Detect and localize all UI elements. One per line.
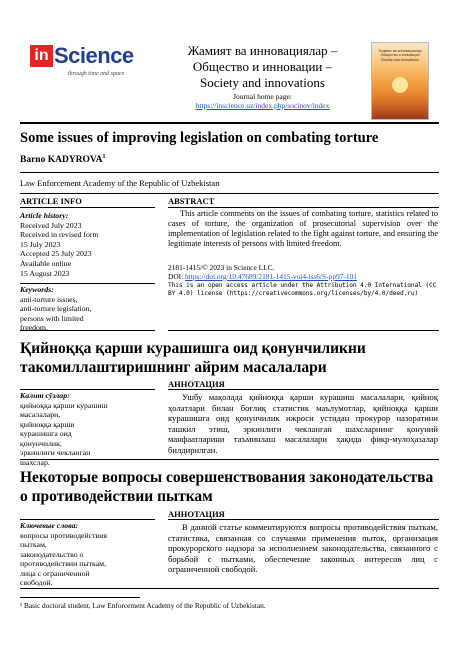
- abstract-en: [168, 209, 438, 249]
- annotation-ru-heading: АННОТАЦИЯ: [168, 509, 225, 519]
- abstract-heading-rule: [168, 207, 439, 208]
- keyword-ru-item: противодействии пыткам,: [20, 559, 107, 568]
- journal-title-uz: Жамият ва инновациялар –: [187, 43, 338, 58]
- annotation-uz-rule: [168, 389, 439, 390]
- abstract-bottom-rule: [168, 330, 439, 331]
- history-item: 15 July 2023: [20, 239, 61, 249]
- article-title-ru: Некоторые вопросы совершенствования законодательства о противодействии пыткам: [20, 469, 434, 505]
- article-title-uz: Қийноққа қарши курашишга оид қонунчиликни такомиллаштиришнинг айрим масалалари: [20, 340, 366, 376]
- history-item: Received July 2023: [20, 220, 82, 230]
- abstract-uz-text: Ушбу мақолада қийноққа қарши курашиш масалалари, қийноқ ҳолатлари билан боғлиқ статистик маълумотлар, қийноққа қарши курашишга оид қонунчилик ижроси устидан прокурор назоратини ташкил этиш, эркинлиги чекланган шахсларнинг қонуний манфаатларини таъминлаш масалалари ҳақида фикр-мулоҳазалар билдирилган.: [168, 392, 438, 455]
- journal-homepage-link[interactable]: https://inscience.uz/index.php/socinov/index: [195, 101, 330, 110]
- keyword-item: persons with limited: [20, 313, 84, 323]
- cover-title: Жамият ва инновациялар Общество и инновации Society and innovations: [378, 49, 422, 62]
- journal-title-ru: Общество и инновации –: [192, 59, 333, 74]
- keywords-uz-rule: [20, 389, 155, 390]
- author-line: [20, 154, 105, 165]
- affiliation-divider: [20, 193, 439, 194]
- keyword-uz-item: эркинлиги чекланган: [20, 448, 91, 457]
- keyword-item: freedom.: [20, 323, 48, 333]
- doi-label: DOI:: [168, 271, 186, 281]
- annotation-uz-heading: АННОТАЦИЯ: [168, 379, 225, 389]
- keywords-ru-label: Ключевые слова:: [20, 521, 79, 530]
- abstract-heading: ABSTRACT: [168, 196, 215, 206]
- article-title-en: Some issues of improving legislation on combating torture: [20, 130, 379, 146]
- keyword-uz-item: шахслар.: [20, 457, 50, 467]
- issn-line: 2181-1415/© 2023 in Science LLC.: [168, 263, 275, 272]
- keyword-ru-item: свободой.: [20, 578, 53, 587]
- author-affiliation: Law Enforcement Academy of the Republic of Uzbekistan: [20, 178, 220, 188]
- keywords-en: [20, 285, 155, 333]
- history-item: 15 August 2023: [20, 268, 70, 278]
- article-info-heading: ARTICLE INFO: [20, 196, 82, 206]
- article-history: [20, 211, 155, 278]
- history-label: Article history:: [20, 211, 69, 220]
- keywords-rule: [20, 283, 155, 284]
- license-line: This is an open access article under the Attribution 4.0 International (CC BY 4.0) license (https://creativecommons.org/licenses/by/4.0/deed.ru): [168, 281, 437, 298]
- keyword-uz-item: қийноққа қарши курашиш: [20, 400, 108, 410]
- keywords-label: Keywords:: [20, 285, 54, 294]
- keyword-ru-item: лица с ограниченной: [20, 568, 90, 578]
- ru-section-bottom-rule: [20, 588, 439, 589]
- keyword-uz-item: курашишга оид: [20, 429, 72, 438]
- author-footnote-mark: 1: [102, 154, 106, 160]
- history-item: Available online: [20, 258, 72, 268]
- info-heading-rule: [20, 207, 155, 208]
- logo-in-mark: in: [30, 45, 53, 67]
- keywords-ru: [20, 521, 138, 588]
- keyword-ru-item: законодательство о: [20, 549, 84, 559]
- inscience-logo: [30, 45, 142, 85]
- abstract-en-text: This article comments on the issues of combating torture, statistics related to cases of torture, the organization of prosecutorial supervision over the implementation of legislation related to the fight against torture, and ensuring the legitimate interests of persons with limited freedom.: [168, 209, 438, 248]
- keyword-uz-item: масалалари,: [20, 410, 61, 419]
- keywords-uz: [20, 391, 138, 467]
- cover-sun-graphic: [392, 77, 408, 93]
- abstract-ru-text: В данной статье комментируются вопросы противодействия пыткам, статистика, связанная со случаями применения пыток, организация прокурорского надзора за исполнением законодательства, связанного с борьбой с пытками, обеспечение законных интересов лиц с ограниченной свободой.: [168, 522, 438, 574]
- journal-header: [155, 43, 370, 110]
- uz-section-bottom-rule: [20, 459, 439, 460]
- abstract-ru: [168, 522, 438, 575]
- header-divider: [20, 122, 439, 124]
- annotation-ru-rule: [168, 519, 439, 520]
- journal-title-en: Society and innovations: [200, 75, 325, 90]
- keywords-uz-label: Калит сўзлар:: [20, 391, 70, 400]
- keyword-item: anti-torture issues,: [20, 294, 78, 304]
- info-bottom-rule: [20, 330, 155, 331]
- keyword-ru-item: вопросы противодействия: [20, 530, 107, 540]
- history-item: Received in revised form: [20, 230, 99, 240]
- keywords-ru-rule: [20, 519, 155, 520]
- keyword-ru-item: пыткам,: [20, 540, 47, 549]
- history-item: Accepted 25 July 2023: [20, 249, 92, 259]
- abstract-uz: [168, 392, 438, 455]
- keyword-item: anti-torture legislation,: [20, 304, 92, 314]
- publication-info: [168, 264, 438, 299]
- footnote-rule: [20, 597, 140, 598]
- keyword-uz-item: қийноққа қарши: [20, 419, 75, 429]
- doi-line: [168, 273, 438, 282]
- author-name: Barno KADYROVA: [20, 155, 103, 166]
- journal-cover-image: [371, 42, 429, 120]
- author-footnote: ¹ Basic doctoral student, Law Enforcement Academy of the Republic of Uzbekistan.: [20, 601, 266, 610]
- author-divider: [20, 172, 439, 173]
- journal-homepage-label: Journal home page:: [233, 92, 292, 101]
- logo-tagline: through time and space: [68, 71, 125, 77]
- logo-wordmark: Science: [54, 43, 134, 68]
- keyword-uz-item: қонунчилик,: [20, 438, 62, 448]
- doi-link[interactable]: https://doi.org/10.47689/2181-1415-vol4-iss6/S-pp97-101: [185, 271, 357, 281]
